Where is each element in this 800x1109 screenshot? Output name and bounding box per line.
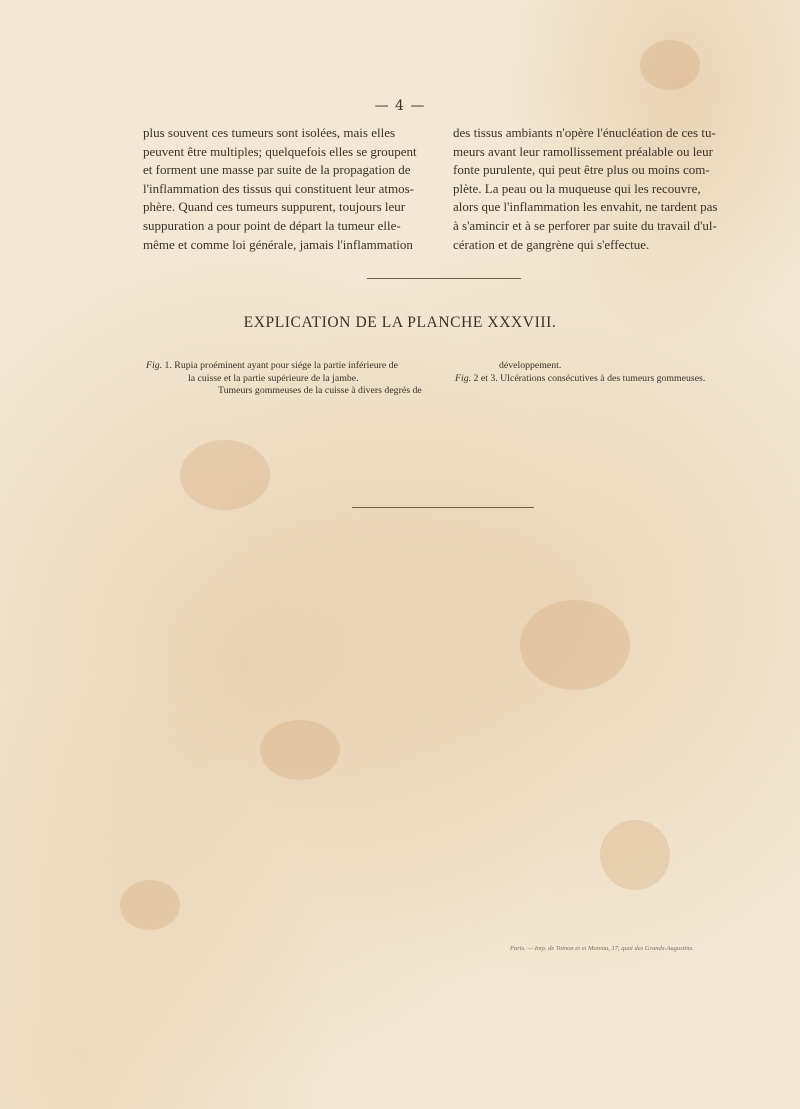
legend-line: Tumeurs gommeuses de la cuisse à divers degrés de xyxy=(218,385,422,397)
figure-legend-right xyxy=(455,360,745,385)
legend-text: 1. Rupia proéminent ayant pour siége la partie inférieure de xyxy=(162,360,398,371)
text-line: des tissus ambiants n'opère l'énucléation de ces tu- xyxy=(453,125,716,140)
stain-spot xyxy=(120,880,180,930)
legend-line: la cuisse et la partie supérieure de la jambe. xyxy=(188,372,359,384)
text-line: suppuration a pour point de départ la tumeur elle- xyxy=(143,217,401,233)
printer-imprint: Paris. — Imp. de Toinon et et Moreau, 17, quai des Grands-Augustins. xyxy=(510,945,694,952)
text-line: plète. La peau ou la muqueuse qui les recouvre, xyxy=(453,180,701,196)
legend-text: 2 et 3. Ulcérations consécutives à des tumeurs gommeuses. xyxy=(471,372,706,384)
legend-line xyxy=(455,373,745,386)
fig-label: Fig. xyxy=(146,360,163,371)
text-line: l'inflammation des tissus qui constituent leur atmos- xyxy=(143,180,414,196)
page-number: — 4 — xyxy=(374,98,426,114)
text-line: phère. Quand ces tumeurs suppurent, toujours leur xyxy=(143,199,406,215)
text-line: meurs avant leur ramollissement préalable ou leur xyxy=(453,143,713,159)
text-line: plus souvent ces tumeurs sont isolées, mais elles xyxy=(143,125,396,140)
end-divider xyxy=(352,507,534,508)
stain-spot xyxy=(180,440,270,510)
text-line: alors que l'inflammation les envahit, ne tardent pas xyxy=(453,199,718,215)
text-line: à s'amincir et à se perforer par suite du travail d'ul- xyxy=(453,217,717,233)
text-line: même et comme loi générale, jamais l'inflammation xyxy=(143,236,413,252)
body-column-right xyxy=(453,124,741,254)
stain-spot xyxy=(640,40,700,90)
stain-spot xyxy=(520,600,630,690)
stain-spot xyxy=(260,720,340,780)
text-line: et forment une masse par suite de la propagation de xyxy=(143,162,411,178)
fig-label: Fig. xyxy=(455,372,472,384)
text-line: fonte purulente, qui peut être plus ou moins com- xyxy=(453,162,710,178)
stain-spot xyxy=(600,820,670,890)
text-line: cération et de gangrène qui s'effectue. xyxy=(453,236,650,252)
text-line: peuvent être multiples; quelquefois elles se groupent xyxy=(143,143,417,159)
legend-line xyxy=(146,360,432,373)
body-column-left xyxy=(143,124,431,254)
legend-line: développement. xyxy=(499,360,562,371)
section-divider xyxy=(367,278,521,279)
explication-heading: EXPLICATION DE LA PLANCHE XXXVIII. xyxy=(243,314,557,331)
figure-legend-left xyxy=(146,360,432,398)
